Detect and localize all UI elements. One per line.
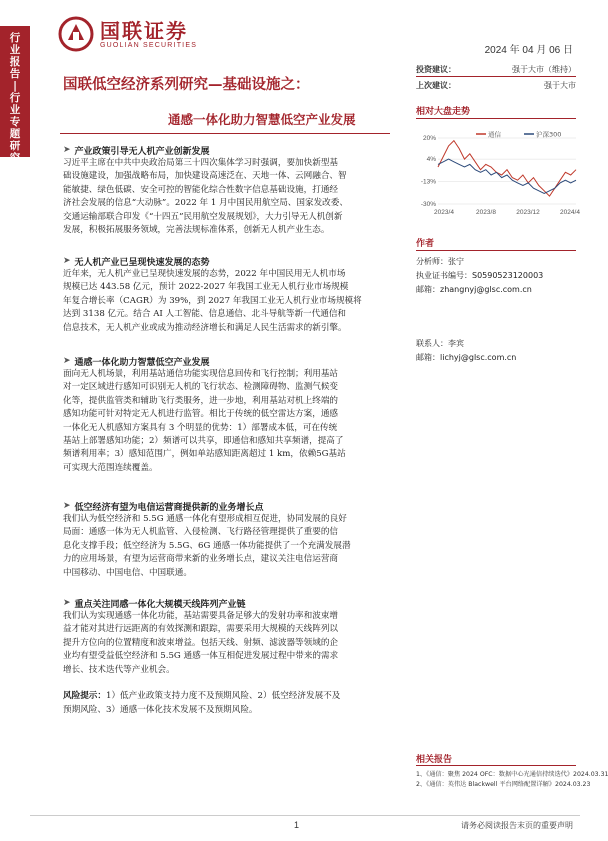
paragraph-line: 我们认为低空经济和 5.5G 通感一体化有望形成相互促进，协同发展的良好 (63, 514, 347, 524)
chart-legend-label: 沪深300 (536, 130, 562, 139)
chart-x-tick-label: 2023/12 (516, 209, 540, 216)
contact-email[interactable]: 邮箱：lichyj@glsc.com.cn (416, 353, 517, 362)
chart-y-tick-label: -30% (420, 201, 436, 208)
section-isac (63, 354, 390, 475)
chart-heading: 相对大盘走势 (416, 107, 471, 117)
related-heading: 相关报告 (416, 755, 453, 765)
report-date: 2024 年 04 月 06 日 (484, 45, 573, 56)
bullet-arrow-icon: ➤ (63, 501, 71, 511)
invest-rating-row (416, 64, 576, 75)
chart-heading-rule (416, 118, 576, 119)
paragraph-line: 交通运输部联合印发《“十四五”民用航空发展规划》，大力引导无人机创新 (63, 211, 343, 222)
footer-disclaimer: 请务必阅读报告末页的重要声明 (461, 821, 573, 830)
section-body (63, 268, 390, 335)
paragraph-line: 达到 3138 亿元。结合 AI 人工智能、信息通信、北斗导航等新一代通信和 (63, 309, 347, 320)
risk-label: 风险提示： (63, 691, 106, 701)
report-sub-title: 通感一体化助力智慧低空产业发展 (168, 112, 356, 127)
section-heading: 重点关注同感一体化大规模天线阵列产业链 (74, 599, 246, 610)
paragraph-line: 年复合增长率（CAGR）为 39%，到 2027 年我国工业无人机行业市场规模将 (63, 295, 362, 306)
chart-series-line (438, 159, 576, 193)
section-antenna (63, 596, 390, 677)
contact-name: 联系人：李宾 (416, 339, 464, 348)
last-rating-value: 强于大市 (544, 81, 576, 90)
chart-x-tick-label: 2023/4 (434, 209, 454, 216)
chart-x-tick-label: 2023/8 (476, 209, 496, 216)
chart-y-tick-label: 4% (426, 156, 436, 164)
sidebar-char: 究 (9, 152, 21, 164)
paragraph-line: 息化支撑手段；低空经济为 5.5G、6G 通感一体功能提供了一个充满发展潜 (63, 540, 351, 551)
sidebar-char: 行 (9, 32, 21, 44)
section-body (63, 610, 390, 677)
analyst-email[interactable]: 邮箱：zhangnyj@glsc.com.cn (416, 285, 532, 294)
analyst-cert: 执业证书编号：S0590523120003 (416, 271, 544, 280)
sidebar-char: 行 (9, 92, 21, 104)
section-heading: 通感一体化助力智慧低空产业发展 (74, 357, 210, 368)
analyst-name: 分析师：张宁 (416, 257, 464, 266)
report-type-label (0, 32, 30, 164)
paragraph-line: 规模已达 443.58 亿元，预计 2022-2027 年我国工业无人机行业市场规模 (63, 282, 349, 293)
related-report-item[interactable]: 1、《通信：聚焦 2024 OFC：数据中心光通信持续迭代》2024.03.31 (416, 771, 608, 778)
last-rating-label: 上次建议： (416, 81, 456, 90)
paragraph-line: 增长、技术迭代等产业机会。 (63, 664, 175, 675)
paragraph-line: 可实现大范围连续覆盖。 (63, 462, 158, 473)
bullet-arrow-icon: ➤ (63, 256, 71, 266)
chart-y-tick-label: 20% (422, 135, 436, 142)
paragraph-line: 习近平主席在中共中央政治局第三十四次集体学习时强调，要加快新型基 (63, 158, 339, 168)
section-body (63, 368, 390, 475)
rating-divider (416, 76, 576, 77)
paragraph-line: 发展，积极拓展服务领域，完善法规标准体系，创新无人机产业生态。 (63, 225, 330, 236)
section-heading: 无人机产业已呈现快速发展的态势 (74, 257, 210, 268)
paragraph-line: 提升方位向的位置精度和波束增益。包括天线、射频、滤波器等领域的企 (63, 637, 339, 648)
section-body (63, 157, 390, 237)
paragraph-line: 益才能对其进行远距离的有效探测和跟踪，需要采用大规模的天线阵列以 (63, 624, 339, 635)
paragraph-line: 局面：通感一体为无人机监管、入侵检测、飞行路径管理提供了重要的信 (63, 527, 339, 538)
report-main-title: 国联低空经济系列研究—基础设施之： (63, 77, 310, 93)
last-rating-row (416, 80, 576, 91)
paragraph-line: 面向无人机场景，利用基站通信功能实现信息回传和飞行控制；利用基站 (63, 369, 339, 379)
title-divider (60, 133, 390, 134)
related-reports-list (416, 770, 608, 790)
sidebar-char: 告 (9, 68, 21, 80)
risk-warning (63, 690, 390, 717)
risk-line-2: 预期风险、3）通感一体化技术发展不及预期风险。 (63, 704, 258, 715)
page-number: 1 (294, 820, 300, 830)
sidebar-char: 专 (9, 116, 21, 128)
paragraph-line: 频谱利用率；3）感知范围广，例如单站感知距离超过 1 km，依赖5G基站 (63, 449, 346, 460)
sidebar-char: 题 (9, 128, 21, 140)
paragraph-line: 能敏捷、绿色低碳、安全可控的智能化综合性数字信息基础设施，打通经 (63, 184, 339, 195)
paragraph-line: 中国移动、中国电信、中国联通。 (63, 567, 192, 578)
paragraph-line: 济社会发展的信息“大动脉”。2022 年 1 月中国民用航空局、国家发改委、 (63, 198, 348, 209)
chart-legend-label: 通信 (488, 130, 501, 139)
paragraph-line: 对一定区域进行感知可识别无人机的飞行状态、检测障碍物、监测气候变 (63, 382, 339, 393)
section-operators (63, 499, 390, 580)
section-heading: 低空经济有望为电信运营商提供新的业务增长点 (74, 502, 264, 513)
paragraph-line: 我们认为实现通感一体化功能，基站需要具备足够大的发射功率和波束增 (63, 611, 339, 621)
invest-rating-label: 投资建议： (416, 65, 456, 74)
invest-rating-value: 强于大市（维持） (512, 65, 576, 74)
brand-logo (58, 14, 197, 54)
paragraph-line: 化等，提供监管类和辅助飞行类服务，进一步地，利用基站对机上终端的 (63, 395, 339, 406)
paragraph-line: 础设施建设，加强战略布局，加快建设高速泛在、天地一体、云网融合、智 (63, 171, 347, 182)
report-type-sidebar (0, 26, 30, 164)
sidebar-char: 报 (9, 56, 21, 68)
paragraph-line: 感知功能可针对特定无人机进行监管。相比于传统的低空雷达方案，通感 (63, 409, 339, 420)
bullet-arrow-icon: ➤ (63, 145, 71, 155)
brand-logo-icon (58, 16, 94, 52)
section-body (63, 513, 390, 580)
related-report-item[interactable]: 2、《通信：英伟达 Blackwell 平台网络配置详解》2024.03.23 (416, 781, 591, 788)
chart-x-tick-label: 2024/4 (560, 209, 580, 216)
risk-line-1: 1）低产业政策支持力度不及预期风险、2）低空经济发展不及 (105, 691, 341, 701)
brand-name-cn: 国联证券 (100, 18, 188, 43)
sidebar-char: 研 (9, 140, 21, 152)
brand-name-en: GUOLIAN SECURITIES (100, 41, 198, 49)
paragraph-line: 力的应用场景，有望为运营商带来新的业务增长点，建议关注电信运营商 (63, 554, 339, 565)
sidebar-char: 业 (9, 104, 21, 116)
chart-y-tick-label: -13% (420, 178, 436, 186)
paragraph-line: 业均有望受益低空经济和 5.5G 通感一体互相促进发展过程中带来的需求 (63, 651, 339, 662)
section-growth (63, 254, 390, 335)
relative-performance-chart (416, 130, 580, 226)
footer-divider (30, 815, 580, 816)
sidebar-char: | (13, 80, 17, 92)
paragraph-line: 一体化无人机感知方案具有 3 个明显的优势：1）部署成本低，可在传统 (63, 422, 338, 433)
paragraph-line: 信息技术，无人机产业或成为推动经济增长和满足人民生活需求的新引擎。 (63, 322, 347, 333)
section-heading: 产业政策引导无人机产业创新发展 (74, 146, 210, 157)
related-heading-rule (416, 765, 576, 766)
section-policy (63, 143, 390, 237)
bullet-arrow-icon: ➤ (63, 356, 71, 366)
sidebar-char: 业 (9, 44, 21, 56)
author-heading-rule (416, 250, 576, 251)
bullet-arrow-icon: ➤ (63, 598, 71, 608)
author-heading: 作者 (416, 239, 435, 249)
paragraph-line: 基站上部署感知功能；2）频谱可以共享，即通信和感知共享频谱，提高了 (63, 436, 344, 447)
paragraph-line: 近年来，无人机产业已呈现快速发展的态势，2022 年中国民用无人机市场 (63, 269, 346, 279)
